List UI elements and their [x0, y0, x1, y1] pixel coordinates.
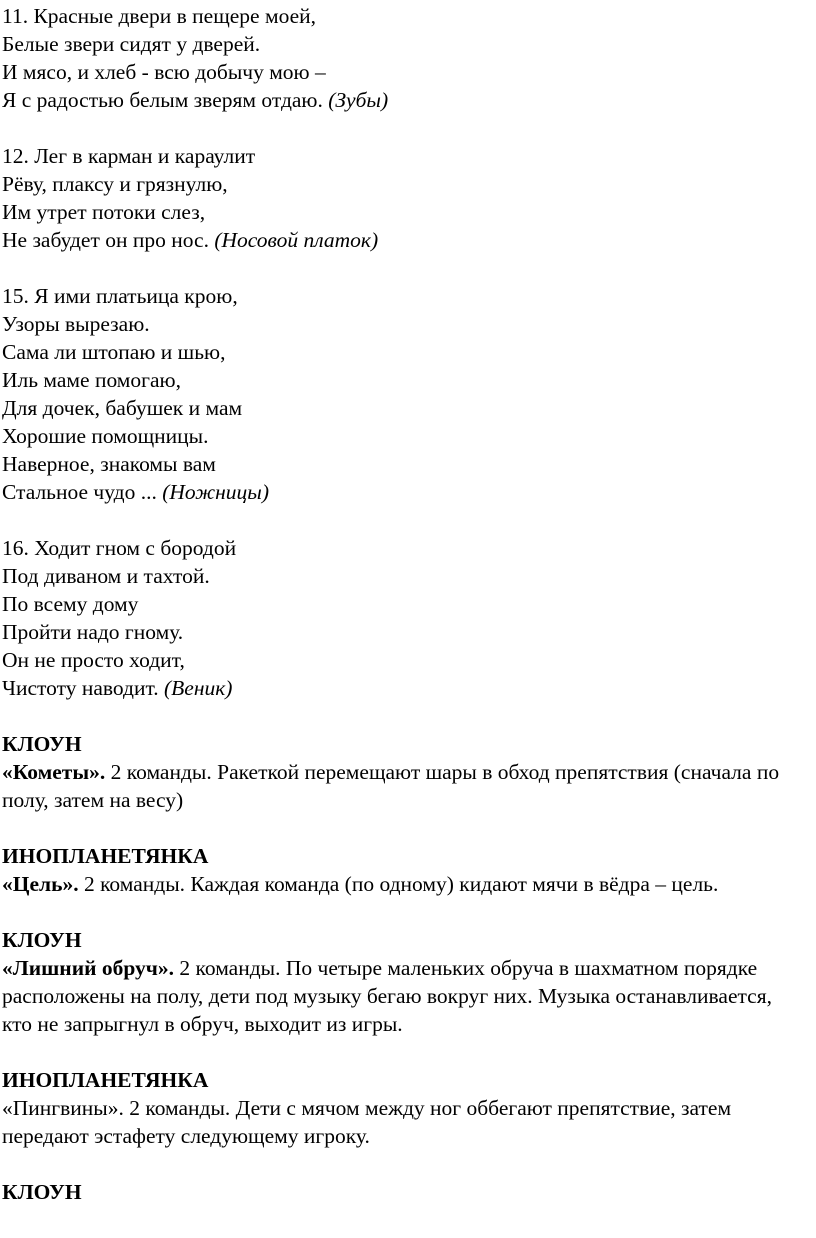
riddle-line: 11. Красные двери в пещере моей, — [2, 4, 317, 28]
riddle-line: Хорошие помощницы. — [2, 424, 209, 448]
riddle-line: Чистоту наводит. — [2, 676, 159, 700]
speaker-heading: ИНОПЛАНЕТЯНКА — [2, 1068, 209, 1092]
riddle-16 — [2, 534, 816, 702]
riddle-line: Он не просто ходит, — [2, 648, 185, 672]
riddle-line: Под диваном и тахтой. — [2, 564, 210, 588]
game-description — [2, 1094, 792, 1150]
riddle-line: Узоры вырезаю. — [2, 312, 150, 336]
game-title: «Лишний обруч». — [2, 956, 175, 980]
game-title: «Цель». — [2, 872, 79, 896]
game-description — [2, 954, 792, 1038]
riddle-line: Пройти надо гному. — [2, 620, 184, 644]
riddle-last-line — [2, 226, 816, 254]
riddle-last-line — [2, 674, 816, 702]
riddle-line: Для дочек, бабушек и мам — [2, 396, 243, 420]
speaker-heading: ИНОПЛАНЕТЯНКА — [2, 844, 209, 868]
riddle-line: Сама ли штопаю и шью, — [2, 340, 226, 364]
game-text: 2 команды. По четыре маленьких обруча в шахматном порядке расположены на полу, дети под музыку бегаю вокруг них. Музыка останавливается, кто не запрыгнул в обруч, выходит из игры. — [2, 956, 772, 1036]
riddle-last-line — [2, 478, 816, 506]
game-description — [2, 870, 792, 898]
riddle-12 — [2, 142, 816, 254]
game-title: «Пингвины». — [2, 1096, 124, 1120]
riddle-line: И мясо, и хлеб - всю добычу мою – — [2, 60, 326, 84]
riddle-line: Рёву, плаксу и грязнулю, — [2, 172, 228, 196]
riddle-line: Не забудет он про нос. — [2, 228, 209, 252]
riddle-15 — [2, 282, 816, 506]
game-section — [2, 730, 816, 814]
riddle-line: Стальное чудо ... — [2, 480, 157, 504]
riddle-11 — [2, 2, 816, 114]
riddle-line: Наверное, знакомы вам — [2, 452, 216, 476]
riddle-line: 12. Лег в карман и караулит — [2, 144, 256, 168]
riddle-answer: (Ножницы) — [162, 480, 269, 504]
riddle-line: Я с радостью белым зверям отдаю. — [2, 88, 323, 112]
game-section — [2, 926, 816, 1038]
riddle-answer: (Зубы) — [328, 88, 389, 112]
game-text: 2 команды. Каждая команда (по одному) кидают мячи в вёдра – цель. — [78, 872, 719, 896]
riddle-line: Иль маме помогаю, — [2, 368, 181, 392]
game-title: «Кометы». — [2, 760, 106, 784]
game-section — [2, 1066, 816, 1150]
riddle-line: 16. Ходит гном с бородой — [2, 536, 237, 560]
final-section — [2, 1178, 816, 1206]
speaker-heading: КЛОУН — [2, 732, 82, 756]
game-text: 2 команды. Ракеткой перемещают шары в обход препятствия (сначала по полу, затем на весу) — [2, 760, 780, 812]
riddle-line: Белые звери сидят у дверей. — [2, 32, 261, 56]
riddle-answer: (Носовой платок) — [214, 228, 379, 252]
speaker-heading: КЛОУН — [2, 928, 82, 952]
riddle-line: 15. Я ими платьица крою, — [2, 284, 238, 308]
riddle-last-line — [2, 86, 816, 114]
riddle-line: Им утрет потоки слез, — [2, 200, 206, 224]
game-section — [2, 842, 816, 898]
riddle-answer: (Веник) — [164, 676, 233, 700]
riddle-line: По всему дому — [2, 592, 139, 616]
speaker-heading: КЛОУН — [2, 1180, 82, 1204]
game-description — [2, 758, 792, 814]
game-text: 2 команды. Дети с мячом между ног оббегают препятствие, затем передают эстафету следующему игроку. — [2, 1096, 732, 1148]
